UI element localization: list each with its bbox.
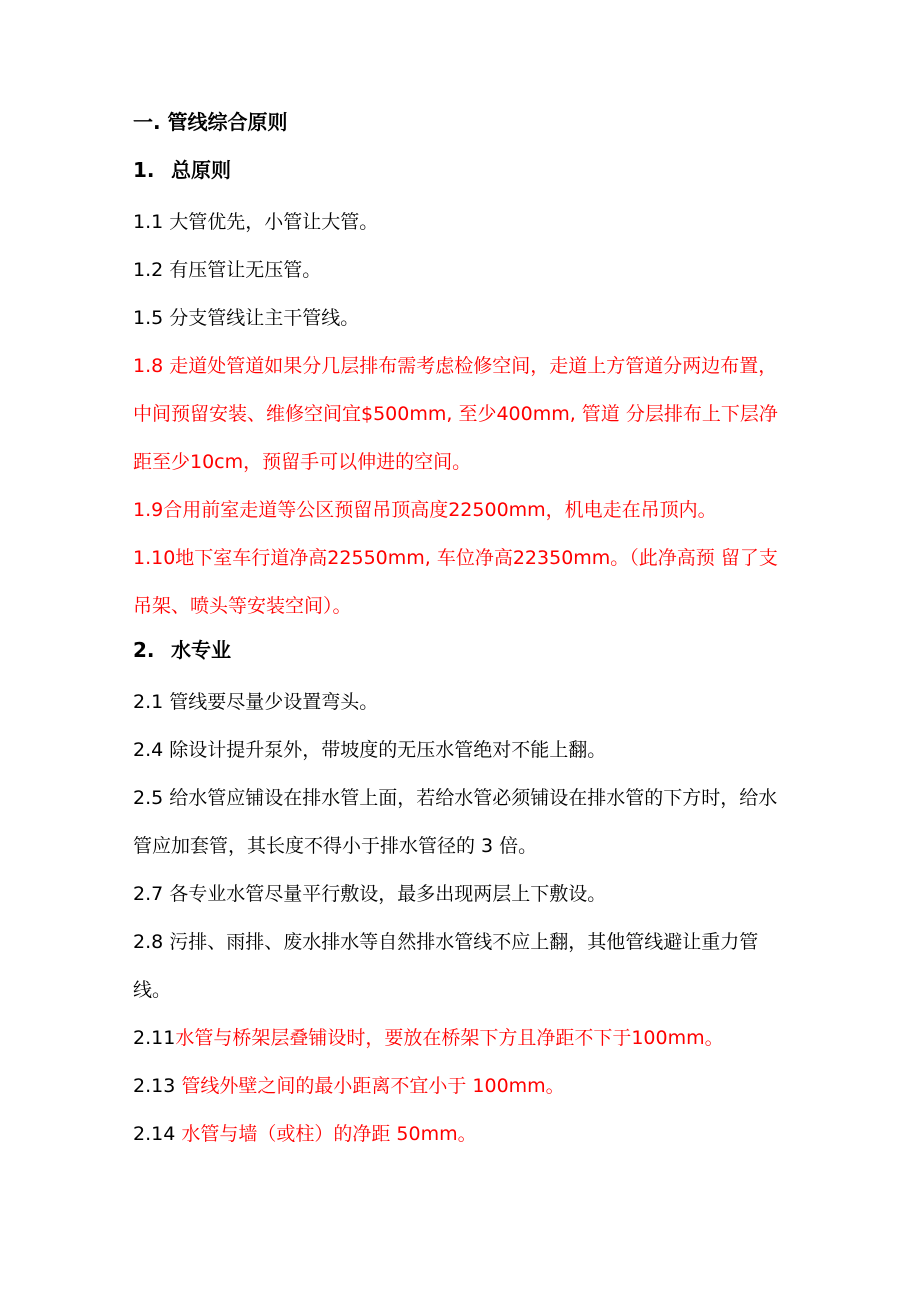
doc-title: 一. 管线综合原则 <box>133 110 288 134</box>
section-1-heading <box>133 150 793 190</box>
item-2-14-number: 2.14 <box>133 1123 176 1145</box>
item-1-8: 1.8 走道处管道如果分几层排布需考虑检修空间，走道上方管道分两边布置，中间预留安装、维修空间宜$500mm, 至少400mm, 管道 分层排布上下层净距至少10cm，预留手可以伸进的空间。 <box>133 355 778 473</box>
section-1-number: 1. <box>133 158 155 182</box>
item-2-11-number: 2.11 <box>133 1027 176 1049</box>
document-body <box>133 102 793 1158</box>
section-2-number: 2. <box>133 638 155 662</box>
item-2-14 <box>133 1110 793 1158</box>
item-2-5: 2.5 给水管应铺设在排水管上面，若给水管必须铺设在排水管的下方时，给水管应加套管，其长度不得小于排水管径的 3 倍。 <box>133 787 778 857</box>
section-1-title: 总原则 <box>171 158 231 182</box>
section-2-heading <box>133 630 793 670</box>
item-1-5: 1.5 分支管线让主干管线。 <box>133 307 360 329</box>
item-1-2: 1.2 有压管让无压管。 <box>133 259 322 281</box>
item-1-9: 1.9合用前室走道等公区预留吊顶高度22500mm，机电走在吊顶内。 <box>133 499 717 521</box>
item-2-13-number: 2.13 <box>133 1075 176 1097</box>
item-2-1: 2.1 管线要尽量少设置弯头。 <box>133 691 379 713</box>
item-1-10: 1.10地下室车行道净高22550mm, 车位净高22350mm。（此净高预 留了支吊架、喷头等安装空间）。 <box>133 547 778 617</box>
item-2-14-text: 水管与墙（或柱）的净距 50mm。 <box>175 1123 477 1145</box>
item-2-8: 2.8 污排、雨排、废水排水等自然排水管线不应上翻，其他管线避让重力管线。 <box>133 931 759 1001</box>
item-2-11-text: 水管与桥架层叠铺设时，要放在桥架下方且净距不下于100mm。 <box>175 1027 724 1049</box>
item-2-4: 2.4 除设计提升泵外，带坡度的无压水管绝对不能上翻。 <box>133 739 607 761</box>
item-1-1: 1.1 大管优先，小管让大管。 <box>133 211 379 233</box>
item-2-11 <box>133 1014 793 1062</box>
item-2-7: 2.7 各专业水管尽量平行敷设，最多出现两层上下敷设。 <box>133 883 607 905</box>
item-2-13-text: 管线外壁之间的最小距离不宜小于 100mm。 <box>175 1075 565 1097</box>
item-2-13 <box>133 1062 793 1110</box>
section-2-title: 水专业 <box>171 638 231 662</box>
